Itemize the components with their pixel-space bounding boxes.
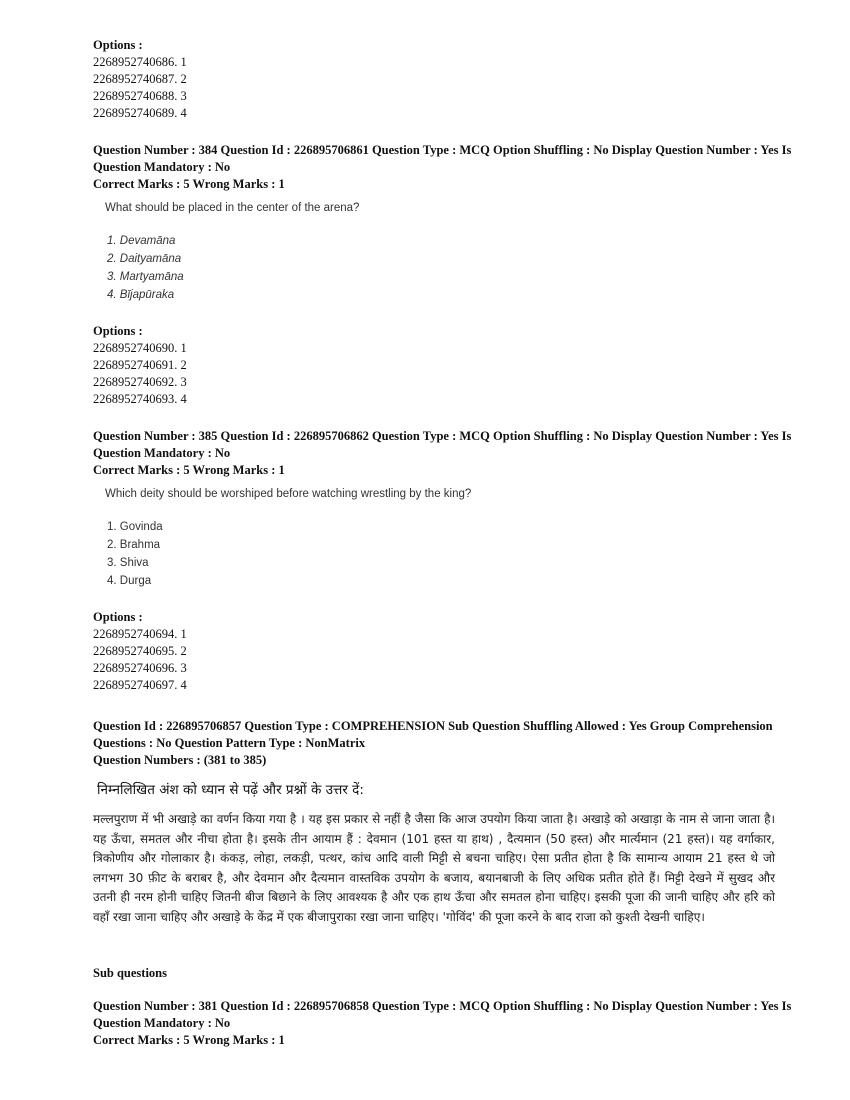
question-meta-cont: Question Mandatory : No — [93, 160, 231, 174]
question-385-text — [105, 488, 785, 500]
question-meta-cont: Question Mandatory : No — [93, 446, 231, 460]
choice-item: 1. Govinda — [107, 521, 163, 533]
question-385-header — [93, 428, 792, 479]
option-id: 2268952740695. 2 — [93, 644, 187, 658]
passage-instruction: निम्नलिखित अंश को ध्यान से पढ़ें और प्रश्नों के उत्तर दें: — [97, 782, 364, 798]
sub-questions-heading: Sub questions — [93, 966, 167, 980]
comprehension-meta-cont: Questions : No Question Pattern Type : NonMatrix — [93, 736, 366, 750]
question-384-header — [93, 142, 792, 193]
comprehension-meta: Question Id : 226895706857 Question Type : COMPREHENSION Sub Question Shuffling Allowed : Yes Group Comprehension — [93, 719, 773, 733]
option-id: 2268952740688. 3 — [93, 89, 187, 103]
marks-line: Correct Marks : 5 Wrong Marks : 1 — [93, 463, 285, 477]
choice-item: 4. Durga — [107, 575, 152, 587]
choice-item: 2. Daityamāna — [107, 253, 182, 265]
question-text: Which deity should be worshiped before watching wrestling by the king? — [105, 488, 472, 500]
question-384-options — [93, 323, 773, 408]
question-381-header — [93, 998, 792, 1049]
option-id: 2268952740687. 2 — [93, 72, 187, 86]
question-384-text — [105, 202, 785, 214]
options-label: Options : — [93, 610, 143, 624]
question-meta-cont: Question Mandatory : No — [93, 1016, 231, 1030]
option-id: 2268952740696. 3 — [93, 661, 187, 675]
question-meta: Question Number : 384 Question Id : 226895706861 Question Type : MCQ Option Shuffling : No Display Question Number : Yes Is — [93, 143, 792, 157]
option-id: 2268952740690. 1 — [93, 341, 187, 355]
question-384-choices — [107, 232, 787, 304]
choice-item: 3. Shiva — [107, 557, 149, 569]
option-id: 2268952740693. 4 — [93, 392, 187, 406]
option-id: 2268952740691. 2 — [93, 358, 187, 372]
marks-line: Correct Marks : 5 Wrong Marks : 1 — [93, 177, 285, 191]
question-385-options — [93, 609, 773, 694]
option-id: 2268952740689. 4 — [93, 106, 187, 120]
question-meta: Question Number : 385 Question Id : 226895706862 Question Type : MCQ Option Shuffling : No Display Question Number : Yes Is — [93, 429, 792, 443]
options-label: Options : — [93, 38, 143, 52]
option-id: 2268952740697. 4 — [93, 678, 187, 692]
option-id: 2268952740694. 1 — [93, 627, 187, 641]
comprehension-passage: मल्लपुराण में भी अखाड़े का वर्णन किया गया है । यह इस प्रकार से नहीं है जैसा कि आज उपयोग किया जाता है। अखाड़े को अखाड़ा के नाम से जाना जाता है। यह ऊँचा, समतल और नीचा होता है। इसके तीन आयाम हैं : देवमान (101 हस्त या हाथ) , दैत्यमान (50 हस्त) और मार्त्यमान (21 हस्त)। यह वर्गाकार, त्रिकोणीय और गोलाकार है। कंकड़, लोहा, लकड़ी, पत्थर, कांच आदि वाली मिट्टी से बचना चाहिए। ऐसा प्रतीत होता है कि सामान्य आयाम 21 हस्त थे जो लगभग 30 फ़ीट के बराबर है, और देवमान और दैत्यमान वास्तविक उपयोग के बजाय, बयानबाजी के लिए अधिक प्रतीत होते हैं। मिट्टी देखने में सुखद और उतनी ही नरम होनी चाहिए जितनी बीज बिछाने के लिए आवश्यक है और एक हाथ ऊँचा और समतल होना चाहिए। इसकी पूजा की जानी चाहिए और हरि को वहाँ रखा जाना चाहिए और अखाड़े के केंद्र में एक बीजापुराका रखा जाना चाहिए। 'गोविंद' की पूजा करने के बाद राजा को कुश्ती देखनी चाहिए। — [93, 812, 775, 924]
question-385-choices — [107, 518, 787, 590]
options-label: Options : — [93, 324, 143, 338]
choice-item: 3. Martyamāna — [107, 271, 184, 283]
options-block-prev — [93, 37, 773, 122]
choice-item: 4. Bījapūraka — [107, 289, 175, 301]
comprehension-header — [93, 718, 773, 769]
option-id: 2268952740686. 1 — [93, 55, 187, 69]
choice-item: 2. Brahma — [107, 539, 161, 551]
question-meta: Question Number : 381 Question Id : 226895706858 Question Type : MCQ Option Shuffling : No Display Question Number : Yes Is — [93, 999, 792, 1013]
marks-line: Correct Marks : 5 Wrong Marks : 1 — [93, 1033, 285, 1047]
option-id: 2268952740692. 3 — [93, 375, 187, 389]
choice-item: 1. Devamāna — [107, 235, 176, 247]
question-numbers: Question Numbers : (381 to 385) — [93, 753, 267, 767]
question-text: What should be placed in the center of the arena? — [105, 202, 360, 214]
sub-questions-label — [93, 965, 773, 982]
